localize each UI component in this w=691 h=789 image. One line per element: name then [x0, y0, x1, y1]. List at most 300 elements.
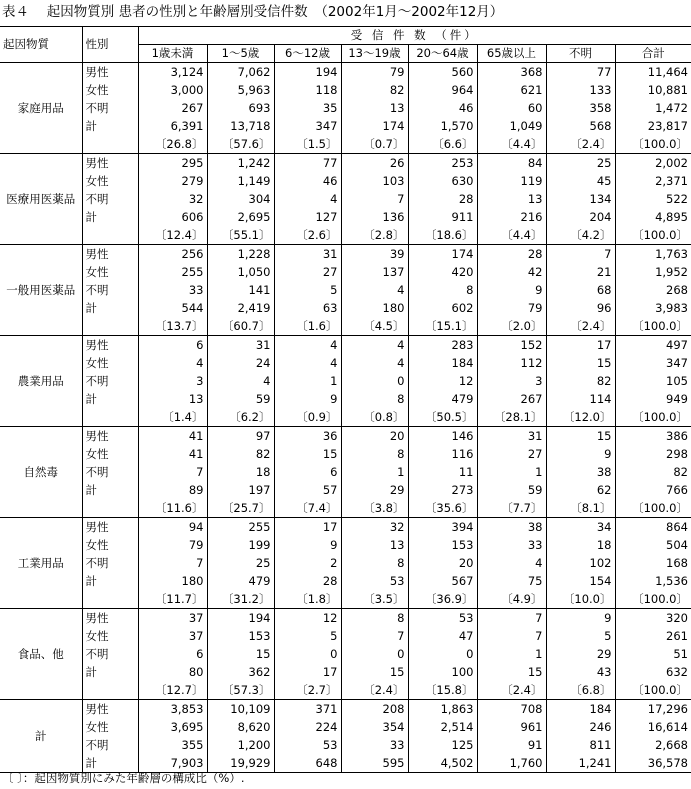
sex-cell: 男性 — [82, 245, 138, 264]
count-cell: 36 — [274, 427, 341, 446]
count-cell: 4,502 — [408, 754, 477, 773]
count-cell: 119 — [477, 172, 546, 190]
count-cell: 〔10.0〕 — [546, 590, 615, 609]
sex-cell: 計 — [82, 117, 138, 135]
category-cell: 計 — [0, 700, 82, 773]
count-cell: 194 — [207, 609, 274, 628]
count-cell: 〔2.4〕 — [477, 681, 546, 700]
count-cell: 3,695 — [170, 720, 204, 734]
table-body — [0, 63, 691, 773]
sex-cell — [82, 499, 138, 518]
count-cell: 9 — [274, 390, 341, 408]
count-cell: 18 — [207, 463, 274, 481]
count-cell: 2,668 — [615, 736, 691, 754]
sex-cell: 女性 — [82, 172, 138, 190]
category-cell: 一般用医薬品 — [0, 245, 82, 336]
count-cell: 18 — [546, 536, 615, 554]
sex-cell: 女性 — [82, 627, 138, 645]
count-cell: 27 — [274, 263, 341, 281]
count-cell: 32 — [188, 192, 204, 206]
count-cell: 630 — [408, 172, 477, 190]
count-cell: 〔100.0〕 — [615, 590, 691, 609]
footnote: 〔 〕：起因物質別にみた年齢層の構成比（%）. — [2, 771, 245, 785]
count-cell: 〔35.6〕 — [408, 499, 477, 518]
count-cell: 34 — [546, 518, 615, 537]
age-column-header: 20～64歳 — [408, 45, 477, 63]
count-cell: 60 — [477, 99, 546, 117]
count-cell: 〔6.2〕 — [207, 408, 274, 427]
count-cell: 57 — [274, 481, 341, 499]
count-cell: 37 — [188, 629, 204, 643]
count-cell: 41 — [138, 427, 207, 446]
count-cell: 8,620 — [207, 718, 274, 736]
sex-cell: 男性 — [82, 427, 138, 446]
count-cell: 1,049 — [477, 117, 546, 135]
count-cell: 12 — [408, 372, 477, 390]
count-cell: 0 — [274, 645, 341, 663]
count-cell: 1,536 — [615, 572, 691, 590]
count-cell: 〔4.5〕 — [341, 317, 408, 336]
count-cell: 141 — [207, 281, 274, 299]
age-column-header: 1歳未満 — [138, 45, 207, 63]
count-cell: 53 — [408, 609, 477, 628]
count-cell: 19,929 — [207, 754, 274, 773]
count-cell: 267 — [477, 390, 546, 408]
count-cell: 〔1.8〕 — [274, 590, 341, 609]
count-cell: 3,983 — [615, 299, 691, 317]
count-cell: 〔100.0〕 — [615, 317, 691, 336]
count-cell: 362 — [207, 663, 274, 681]
table-row — [0, 718, 691, 736]
count-cell: 〔13.7〕 — [154, 319, 204, 333]
count-cell: 25 — [546, 154, 615, 173]
table-row — [0, 135, 691, 154]
category-cell: 自然毒 — [0, 427, 82, 518]
count-cell: 〔2.4〕 — [546, 135, 615, 154]
count-cell: 77 — [274, 154, 341, 173]
count-cell: 32 — [341, 518, 408, 537]
count-cell: 4 — [477, 554, 546, 572]
table-header — [0, 27, 691, 63]
count-cell: 1,242 — [207, 154, 274, 173]
count-cell: 4 — [207, 372, 274, 390]
count-cell: 47 — [408, 627, 477, 645]
count-cell: 33 — [477, 536, 546, 554]
table-row — [0, 499, 691, 518]
count-cell: 15 — [546, 427, 615, 446]
count-cell: 368 — [477, 63, 546, 82]
count-cell: 16,614 — [615, 718, 691, 736]
count-cell: 17 — [274, 663, 341, 681]
count-cell: 97 — [207, 427, 274, 446]
count-cell: 354 — [341, 718, 408, 736]
count-cell: 479 — [408, 390, 477, 408]
count-cell: 6 — [274, 463, 341, 481]
count-cell: 3,124 — [138, 63, 207, 82]
count-cell: 2,419 — [207, 299, 274, 317]
count-cell: 91 — [477, 736, 546, 754]
count-cell: 4,895 — [615, 208, 691, 226]
table-row — [0, 481, 691, 499]
count-cell: 180 — [181, 574, 204, 588]
count-cell: 96 — [546, 299, 615, 317]
count-cell: 648 — [274, 754, 341, 773]
count-cell: 21 — [546, 263, 615, 281]
sex-cell: 男性 — [82, 63, 138, 82]
sex-cell: 不明 — [82, 281, 138, 299]
count-cell: 4 — [341, 336, 408, 355]
count-cell: 693 — [207, 99, 274, 117]
count-cell: 766 — [615, 481, 691, 499]
sex-cell: 不明 — [82, 190, 138, 208]
count-cell: 59 — [207, 390, 274, 408]
count-cell: 13 — [341, 536, 408, 554]
count-cell: 4 — [341, 354, 408, 372]
sex-cell: 女性 — [82, 536, 138, 554]
category-cell: 工業用品 — [0, 518, 82, 609]
count-cell: 568 — [546, 117, 615, 135]
count-cell: 184 — [546, 700, 615, 719]
count-cell: 59 — [477, 481, 546, 499]
table-row — [0, 81, 691, 99]
count-cell: 811 — [546, 736, 615, 754]
sex-cell: 男性 — [82, 518, 138, 537]
table-row — [0, 518, 691, 537]
table-row — [0, 681, 691, 700]
table-row — [0, 408, 691, 427]
count-cell: 261 — [615, 627, 691, 645]
count-cell: 〔100.0〕 — [615, 135, 691, 154]
count-cell: 7 — [341, 627, 408, 645]
sex-cell: 計 — [82, 572, 138, 590]
count-cell: 708 — [477, 700, 546, 719]
count-cell: 〔2.7〕 — [274, 681, 341, 700]
count-cell: 1,472 — [615, 99, 691, 117]
count-cell: 〔1.5〕 — [274, 135, 341, 154]
table-row — [0, 317, 691, 336]
count-cell: 〔57.6〕 — [207, 135, 274, 154]
table-row — [0, 572, 691, 590]
count-cell: 7 — [477, 627, 546, 645]
count-cell: 961 — [477, 718, 546, 736]
count-cell: 2,002 — [615, 154, 691, 173]
count-cell: 〔2.0〕 — [477, 317, 546, 336]
count-cell: 964 — [408, 81, 477, 99]
count-cell: 204 — [546, 208, 615, 226]
count-cell: 304 — [207, 190, 274, 208]
table-row — [0, 700, 691, 719]
count-cell: 82 — [341, 81, 408, 99]
count-cell: 255 — [207, 518, 274, 537]
count-cell: 43 — [546, 663, 615, 681]
sex-cell: 女性 — [82, 263, 138, 281]
count-cell: 602 — [408, 299, 477, 317]
count-cell: 15 — [546, 354, 615, 372]
table-row — [0, 172, 691, 190]
count-cell: 102 — [546, 554, 615, 572]
count-cell: 199 — [207, 536, 274, 554]
count-cell: 9 — [546, 445, 615, 463]
count-cell: 394 — [408, 518, 477, 537]
count-cell: 154 — [546, 572, 615, 590]
count-cell: 17 — [274, 518, 341, 537]
count-cell: 153 — [207, 627, 274, 645]
sex-cell: 計 — [82, 663, 138, 681]
count-cell: 4 — [196, 356, 204, 370]
count-cell: 1 — [477, 463, 546, 481]
count-cell: 〔1.6〕 — [274, 317, 341, 336]
count-cell: 1 — [477, 645, 546, 663]
count-cell: 4 — [341, 281, 408, 299]
count-cell: 25 — [207, 554, 274, 572]
count-cell: 105 — [615, 372, 691, 390]
count-cell: 27 — [477, 445, 546, 463]
sex-cell — [82, 590, 138, 609]
count-cell: 31 — [274, 245, 341, 264]
count-cell: 28 — [274, 572, 341, 590]
count-cell: 5,963 — [207, 81, 274, 99]
count-cell: 522 — [615, 190, 691, 208]
category-cell: 農業用品 — [0, 336, 82, 427]
count-cell: 53 — [274, 736, 341, 754]
sex-cell: 不明 — [82, 372, 138, 390]
age-column-header: 6～12歳 — [274, 45, 341, 63]
count-cell: 17 — [546, 336, 615, 355]
table-row — [0, 190, 691, 208]
table-row — [0, 536, 691, 554]
count-cell: 5 — [274, 281, 341, 299]
count-cell: 9 — [546, 609, 615, 628]
count-cell: 1,050 — [207, 263, 274, 281]
count-cell: 3 — [196, 374, 204, 388]
count-cell: 〔100.0〕 — [615, 408, 691, 427]
count-cell: 194 — [274, 63, 341, 82]
count-cell: 114 — [546, 390, 615, 408]
age-column-header: 13～19歳 — [341, 45, 408, 63]
count-cell: 68 — [546, 281, 615, 299]
count-cell: 〔50.5〕 — [408, 408, 477, 427]
count-cell: 1,760 — [477, 754, 546, 773]
table-row — [0, 245, 691, 264]
count-cell: 17,296 — [615, 700, 691, 719]
count-cell: 77 — [546, 63, 615, 82]
count-cell: 100 — [408, 663, 477, 681]
count-cell: 9 — [274, 536, 341, 554]
count-cell: 75 — [477, 572, 546, 590]
sex-cell: 計 — [82, 481, 138, 499]
count-cell: 15 — [341, 663, 408, 681]
count-cell: 13 — [188, 392, 204, 406]
table-row — [0, 63, 691, 82]
count-cell: 〔15.1〕 — [408, 317, 477, 336]
count-cell: 8 — [341, 554, 408, 572]
count-cell: 〔11.6〕 — [154, 501, 204, 515]
count-cell: 94 — [138, 518, 207, 537]
count-cell: 15 — [207, 645, 274, 663]
count-cell: 246 — [546, 718, 615, 736]
table-row — [0, 645, 691, 663]
count-cell: 26 — [341, 154, 408, 173]
sex-header: 性別 — [82, 27, 138, 63]
count-cell: 116 — [408, 445, 477, 463]
count-cell: 82 — [207, 445, 274, 463]
count-cell: 〔0.9〕 — [274, 408, 341, 427]
count-cell: 184 — [408, 354, 477, 372]
count-cell: 0 — [341, 372, 408, 390]
sex-cell: 不明 — [82, 463, 138, 481]
count-cell: 0 — [341, 645, 408, 663]
table-row — [0, 736, 691, 754]
count-cell: 79 — [341, 63, 408, 82]
count-cell: 560 — [408, 63, 477, 82]
count-cell: 567 — [408, 572, 477, 590]
table-row — [0, 263, 691, 281]
count-cell: 37 — [138, 609, 207, 628]
count-cell: 133 — [546, 81, 615, 99]
count-cell: 136 — [341, 208, 408, 226]
count-cell: 112 — [477, 354, 546, 372]
count-cell: 10,109 — [207, 700, 274, 719]
count-cell: 1,763 — [615, 245, 691, 264]
count-cell: 174 — [408, 245, 477, 264]
count-cell: 46 — [274, 172, 341, 190]
count-cell: 320 — [615, 609, 691, 628]
count-cell: 〔0.8〕 — [341, 408, 408, 427]
count-cell: 〔100.0〕 — [615, 681, 691, 700]
count-cell: 11 — [408, 463, 477, 481]
count-cell: 479 — [207, 572, 274, 590]
count-cell: 〔4.2〕 — [546, 226, 615, 245]
count-cell: 504 — [615, 536, 691, 554]
count-cell: 〔25.7〕 — [207, 499, 274, 518]
count-cell: 3,000 — [170, 83, 204, 97]
count-cell: 〔4.4〕 — [477, 135, 546, 154]
count-cell: 38 — [477, 518, 546, 537]
count-cell: 1,952 — [615, 263, 691, 281]
count-cell: 267 — [181, 101, 204, 115]
table-row — [0, 463, 691, 481]
count-cell: 8 — [408, 281, 477, 299]
age-column-header: 1～5歳 — [207, 45, 274, 63]
count-cell: 180 — [341, 299, 408, 317]
table-row — [0, 390, 691, 408]
sex-cell: 女性 — [82, 445, 138, 463]
count-cell: 〔3.5〕 — [341, 590, 408, 609]
count-cell: 29 — [546, 645, 615, 663]
count-cell: 5 — [546, 627, 615, 645]
table-row — [0, 427, 691, 446]
count-cell: 253 — [408, 154, 477, 173]
count-cell: 〔8.1〕 — [546, 499, 615, 518]
count-cell: 〔6.6〕 — [408, 135, 477, 154]
table-row — [0, 590, 691, 609]
count-cell: 197 — [207, 481, 274, 499]
table-row — [0, 226, 691, 245]
count-cell: 8 — [341, 445, 408, 463]
count-cell: 〔15.8〕 — [408, 681, 477, 700]
category-cell: 食品、他 — [0, 609, 82, 700]
sex-cell: 不明 — [82, 645, 138, 663]
count-cell: 3,853 — [138, 700, 207, 719]
count-cell: 544 — [181, 301, 204, 315]
count-cell: 35 — [274, 99, 341, 117]
age-column-header: 65歳以上 — [477, 45, 546, 63]
count-cell: 7 — [196, 465, 204, 479]
sex-cell: 不明 — [82, 736, 138, 754]
count-cell: 〔100.0〕 — [615, 499, 691, 518]
count-cell: 15 — [477, 663, 546, 681]
count-cell: 11,464 — [615, 63, 691, 82]
count-cell: 〔12.0〕 — [546, 408, 615, 427]
count-cell: 〔6.8〕 — [546, 681, 615, 700]
count-cell: 〔60.7〕 — [207, 317, 274, 336]
count-cell: 3 — [477, 372, 546, 390]
table-row — [0, 154, 691, 173]
count-cell: 298 — [615, 445, 691, 463]
count-cell: 7,903 — [138, 754, 207, 773]
count-cell: 127 — [274, 208, 341, 226]
received-count-header: 受 信 件 数 （件） — [138, 27, 691, 45]
poison-cases-table — [0, 26, 691, 773]
count-cell: 〔7.7〕 — [477, 499, 546, 518]
count-cell: 371 — [274, 700, 341, 719]
count-cell: 20 — [341, 427, 408, 446]
count-cell: 31 — [207, 336, 274, 355]
count-cell: 125 — [408, 736, 477, 754]
count-cell: 13,718 — [207, 117, 274, 135]
count-cell: 103 — [341, 172, 408, 190]
count-cell: 〔2.4〕 — [341, 681, 408, 700]
count-cell: 949 — [615, 390, 691, 408]
count-cell: 2,371 — [615, 172, 691, 190]
count-cell: 〔7.4〕 — [274, 499, 341, 518]
count-cell: 〔12.7〕 — [154, 683, 204, 697]
count-cell: 〔28.1〕 — [477, 408, 546, 427]
count-cell: 51 — [615, 645, 691, 663]
count-cell: 7 — [341, 190, 408, 208]
count-cell: 1,149 — [207, 172, 274, 190]
table-row — [0, 299, 691, 317]
count-cell: 7 — [477, 609, 546, 628]
count-cell: 134 — [546, 190, 615, 208]
count-cell: 606 — [181, 210, 204, 224]
count-cell: 13 — [341, 99, 408, 117]
table-row — [0, 281, 691, 299]
count-cell: 8 — [341, 390, 408, 408]
sex-cell: 男性 — [82, 609, 138, 628]
count-cell: 420 — [408, 263, 477, 281]
table-row — [0, 445, 691, 463]
count-cell: 45 — [546, 172, 615, 190]
count-cell: 632 — [615, 663, 691, 681]
count-cell: 〔36.9〕 — [408, 590, 477, 609]
count-cell: 1 — [341, 463, 408, 481]
count-cell: 4 — [274, 190, 341, 208]
age-column-header: 合計 — [615, 45, 691, 63]
count-cell: 〔11.7〕 — [154, 592, 204, 606]
count-cell: 7,062 — [207, 63, 274, 82]
category-header: 起因物質 — [0, 27, 82, 63]
count-cell: 5 — [274, 627, 341, 645]
sex-cell — [82, 226, 138, 245]
count-cell: 62 — [546, 481, 615, 499]
count-cell: 911 — [408, 208, 477, 226]
sex-cell: 女性 — [82, 81, 138, 99]
table-row — [0, 627, 691, 645]
count-cell: 168 — [615, 554, 691, 572]
count-cell: 84 — [477, 154, 546, 173]
count-cell: 4 — [274, 336, 341, 355]
